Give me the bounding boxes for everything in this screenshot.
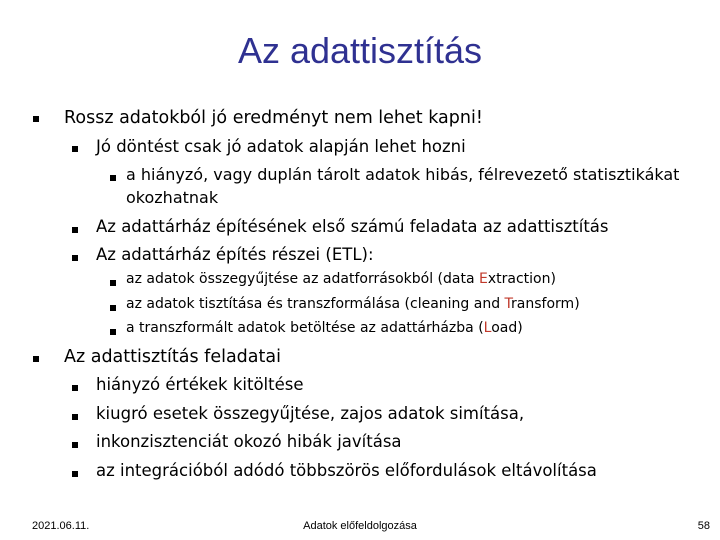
bullet-text: Az adattisztítás feladatai (64, 347, 281, 367)
bullet-icon (110, 280, 116, 286)
bullet-icon (110, 305, 116, 311)
etl-text: ransform) (511, 296, 580, 312)
etl-text: a transzformált adatok betöltése az adattárházba ( (126, 320, 484, 336)
bullet-icon (72, 442, 78, 448)
etl-item-load (126, 320, 523, 336)
etl-highlight-letter: E (479, 271, 488, 287)
bullet-icon (110, 175, 116, 181)
etl-text: az adatok összegyűjtése az adatforrásokból (data (126, 271, 480, 287)
bullet-text: a hiányzó, vagy duplán tárolt adatok hibás, félrevezető statisztikákat (126, 165, 680, 184)
task-item: hiányzó értékek kitöltése (96, 375, 304, 394)
bullet-icon (33, 116, 39, 122)
footer-title: Adatok előfeldolgozása (303, 520, 417, 532)
bullet-text: Az adattárház építésének első számú feladata az adattisztítás (96, 217, 609, 236)
bullet-text: Rossz adatokból jó eredményt nem lehet kapni! (64, 108, 483, 128)
bullet-icon (72, 255, 78, 261)
bullet-icon (72, 146, 78, 152)
etl-item-transform (126, 296, 580, 312)
etl-highlight-letter: L (483, 320, 492, 336)
bullet-text: Jó döntést csak jó adatok alapján lehet hozni (96, 137, 466, 156)
etl-highlight-letter: T (504, 296, 512, 312)
bullet-icon (72, 414, 78, 420)
etl-text: oad) (491, 320, 523, 336)
bullet-text-continued: okozhatnak (126, 188, 219, 207)
footer-page-number: 58 (697, 520, 710, 532)
etl-text: az adatok tisztítása és transzformálása (cleaning and (126, 296, 505, 312)
etl-text: xtraction) (487, 271, 556, 287)
task-item: inkonzisztenciát okozó hibák javítása (96, 432, 402, 451)
bullet-icon (72, 227, 78, 233)
bullet-icon (110, 329, 116, 335)
task-item: az integrációból adódó többszörös előfordulások eltávolítása (96, 461, 597, 480)
slide-title: Az adattisztítás (237, 30, 483, 71)
bullet-icon (72, 385, 78, 391)
bullet-icon (33, 356, 39, 362)
footer-date: 2021.06.11. (32, 520, 90, 532)
etl-item-extraction (126, 271, 556, 287)
bullet-icon (72, 471, 78, 477)
bullet-text: Az adattárház építés részei (ETL): (96, 245, 374, 264)
task-item: kiugró esetek összegyűjtése, zajos adatok simítása, (96, 404, 525, 423)
